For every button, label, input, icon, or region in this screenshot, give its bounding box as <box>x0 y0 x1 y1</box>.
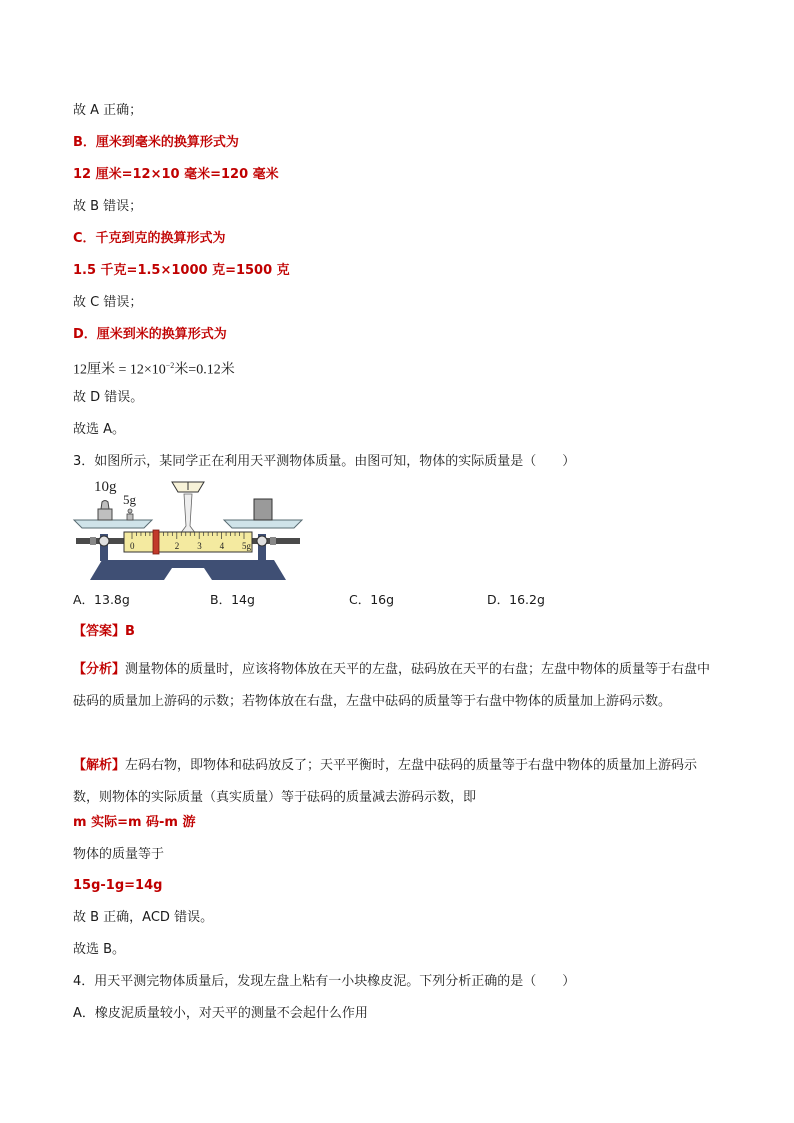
text-line: 物体的质量等于 <box>73 847 165 862</box>
scale-tick-label: 5g <box>242 541 251 551</box>
question-3-stem: 3．如图所示，某同学正在利用天平测物体质量。由图可知，物体的实际质量是（ ） <box>73 454 576 469</box>
answer-tag: 【答案】 <box>73 624 126 639</box>
text-line: B．厘米到毫米的换算形式为 <box>73 135 239 150</box>
text-line: 故 A 正确； <box>73 103 143 118</box>
solution-tag: 【解析】 <box>73 758 126 773</box>
weight-5g-label: 5g <box>123 492 136 507</box>
analysis-paragraph <box>73 654 721 717</box>
scale-tick-label: 2 <box>174 541 180 551</box>
analysis-text: 测量物体的质量时，应该将物体放在天平的左盘，砝码放在天平的右盘；左盘中物体的质量等于右盘中砝码的质量加上游码的示数；若物体放在右盘，左盘中砝码的质量等于右盘中物体的质量加上游码示数。 <box>73 662 711 709</box>
text-line: 故选 B。 <box>73 942 126 957</box>
balance-pointer-column <box>180 494 196 534</box>
balance-figure <box>72 476 304 582</box>
answer-value: B <box>125 624 135 639</box>
solution-paragraph <box>73 750 721 813</box>
text-line: 故 B 正确，ACD 错误。 <box>73 910 214 925</box>
scale-tick-label: 0 <box>130 541 135 551</box>
formula-part: 米=0.12米 <box>174 362 235 378</box>
formula-exponent: −2 <box>165 361 175 370</box>
text-line: 故选 A。 <box>73 422 126 437</box>
question-4-option-a: A．橡皮泥质量较小，对天平的测量不会起什么作用 <box>73 1006 368 1021</box>
answer-line <box>73 623 135 641</box>
option-d: D．16.2g <box>487 592 545 607</box>
text-line: 1.5 千克=1.5×1000 克=1500 克 <box>73 263 290 278</box>
left-pan <box>74 520 152 528</box>
option-a: A．13.8g <box>73 592 130 607</box>
text-line: 故 C 错误； <box>73 295 143 310</box>
right-pan <box>224 520 302 528</box>
weight-10g <box>98 509 112 520</box>
formula-line <box>73 357 235 380</box>
solution-text: 左码右物，即物体和砝码放反了；天平平衡时，左盘中砝码的质量等于右盘中物体的质量加上游码示数，则物体的实际质量（真实质量）等于砝码的质量减去游码示数，即 <box>73 758 698 805</box>
text-line: 故 D 错误。 <box>73 390 144 405</box>
question-4-stem: 4．用天平测完物体质量后，发现左盘上粘有一小块橡皮泥。下列分析正确的是（ ） <box>73 974 576 989</box>
balance-base-notch <box>164 568 212 580</box>
solution-formula: m 实际=m 码-m 游 <box>73 815 196 830</box>
rider-scale <box>124 532 252 552</box>
analysis-tag: 【分析】 <box>73 662 126 677</box>
rider <box>153 530 159 554</box>
text-line: 12 厘米=12×10 毫米=120 毫米 <box>73 167 279 182</box>
weight-10g-label: 10g <box>94 479 117 495</box>
scale-tick-label: 4 <box>219 541 225 551</box>
text-line: D．厘米到米的换算形式为 <box>73 327 227 342</box>
solution-calc: 15g-1g=14g <box>73 878 163 893</box>
text-line: 故 B 错误； <box>73 199 143 214</box>
option-b: B．14g <box>210 592 255 607</box>
formula-part: 12厘米 = 12×10 <box>73 362 166 378</box>
text-line: C．千克到克的换算形式为 <box>73 231 226 246</box>
scale-tick-label: 3 <box>197 541 202 551</box>
object-block <box>254 499 272 520</box>
option-c: C．16g <box>349 592 395 607</box>
weight-5g <box>127 514 133 520</box>
